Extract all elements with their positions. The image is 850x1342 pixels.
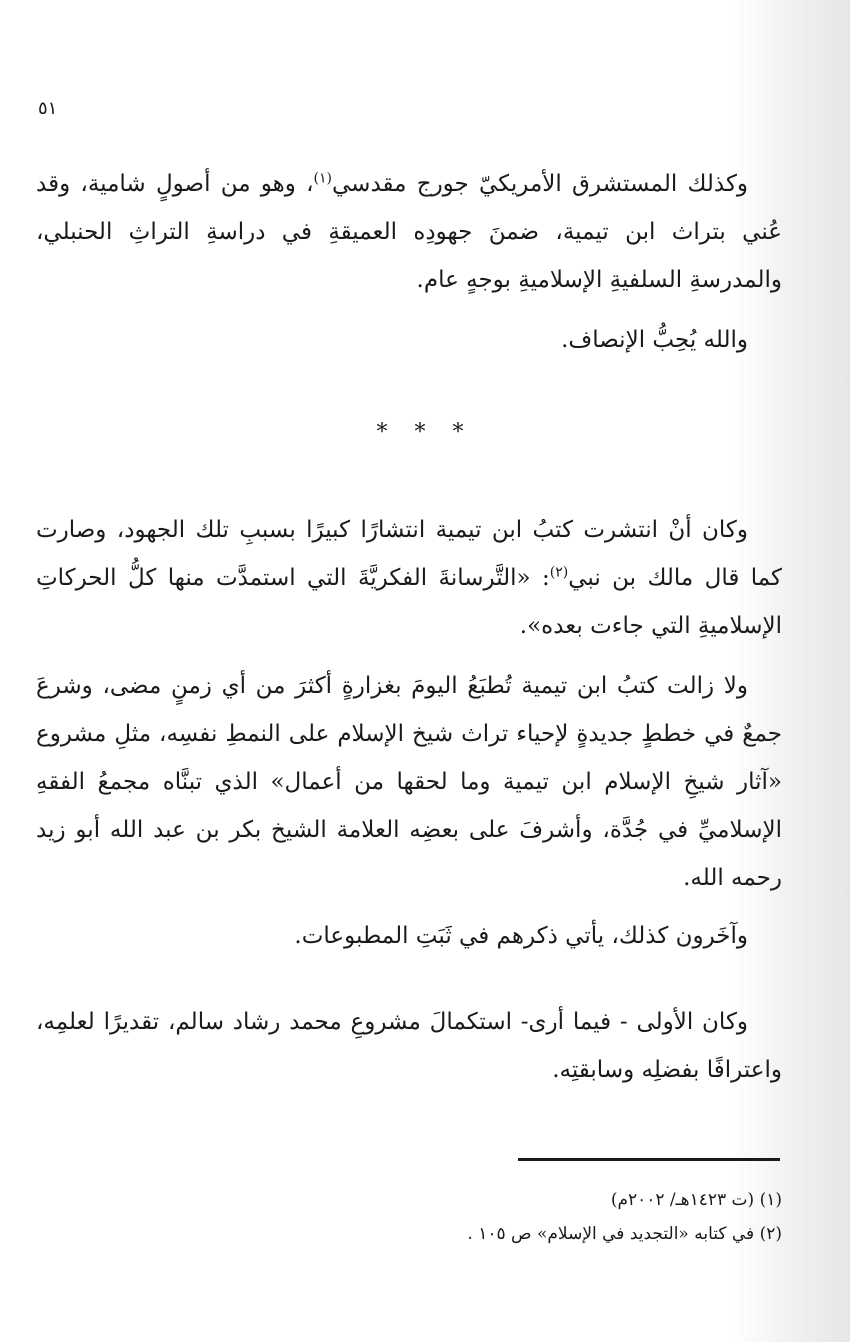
footnotes bbox=[300, 1183, 782, 1251]
paragraph-1 bbox=[36, 160, 782, 304]
paragraph-3 bbox=[36, 506, 782, 650]
paragraph-1-text-end: ، وهو من أصولٍ شامية، وقد عُني بتراث ابن تيمية، ضمنَ جهودِه العميقةِ في دراسةِ التراثِ الحنبلي، والمدرسةِ السلفيةِ الإسلاميةِ بوجهٍ عام. bbox=[36, 171, 782, 293]
paragraph-4-text: ولا زالت كتبُ ابن تيمية تُطبَعُ اليومَ بغزارةٍ أكثرَ من أي زمنٍ مضى، وشرعَ جمعٌ في خططٍ جديدةٍ لإحياء تراث شيخ الإسلام على النمطِ نفسِه، مثلِ مشروع «آثار شيخِ الإسلام ابن تيمية وما لحقها من أعمال» الذي تبنَّاه مجمعُ الفقهِ الإسلاميِّ في جُدَّة، وأشرفَ على بعضِه العلامة الشيخ بكر بن عبد الله أبو زيد رحمه الله. bbox=[36, 673, 782, 891]
paragraph-2-text: والله يُحِبُّ الإنصاف. bbox=[561, 327, 748, 353]
paragraph-1-text-start: وكذلك المستشرق الأمريكيّ جورج مقدسي bbox=[332, 171, 749, 197]
footnote-1: (١) (ت ١٤٢٣هـ/ ٢٠٠٢م) bbox=[610, 1190, 782, 1210]
footnote-divider bbox=[518, 1158, 780, 1161]
paragraph-4 bbox=[36, 662, 782, 902]
paragraph-2 bbox=[36, 316, 782, 364]
paragraph-3-text-start: وكان أنْ انتشرت كتبُ ابن تيمية انتشارًا كبيرًا بسببِ تلك الجهود، وصارت كما قال مالك بن نبي bbox=[36, 517, 782, 591]
footnote-ref-1: (١) bbox=[313, 170, 333, 187]
paragraph-5-text: وآخَرون كذلك، يأتي ذكرهم في ثَبَتِ المطبوعات. bbox=[294, 923, 748, 949]
page-number: ٥١ bbox=[38, 98, 58, 119]
section-separator: * * * bbox=[376, 420, 474, 445]
paragraph-3-text-end: : «التَّرسانةَ الفكريَّةَ التي استمدَّت منها كلُّ الحركاتِ الإسلاميةِ التي جاءت بعده». bbox=[36, 565, 782, 639]
paragraph-6 bbox=[36, 998, 782, 1094]
paragraph-6-text: وكان الأولى - فيما أرى- استكمالَ مشروعِ محمد رشاد سالم، تقديرًا لعلمِه، واعترافًا بفضلِه وسابقتِه. bbox=[36, 1009, 782, 1083]
footnote-2: (٢) في كتابه «التجديد في الإسلام» ص ١٠٥ . bbox=[467, 1224, 782, 1244]
paragraph-5 bbox=[36, 912, 782, 960]
footnote-ref-2: (٢) bbox=[549, 564, 569, 581]
